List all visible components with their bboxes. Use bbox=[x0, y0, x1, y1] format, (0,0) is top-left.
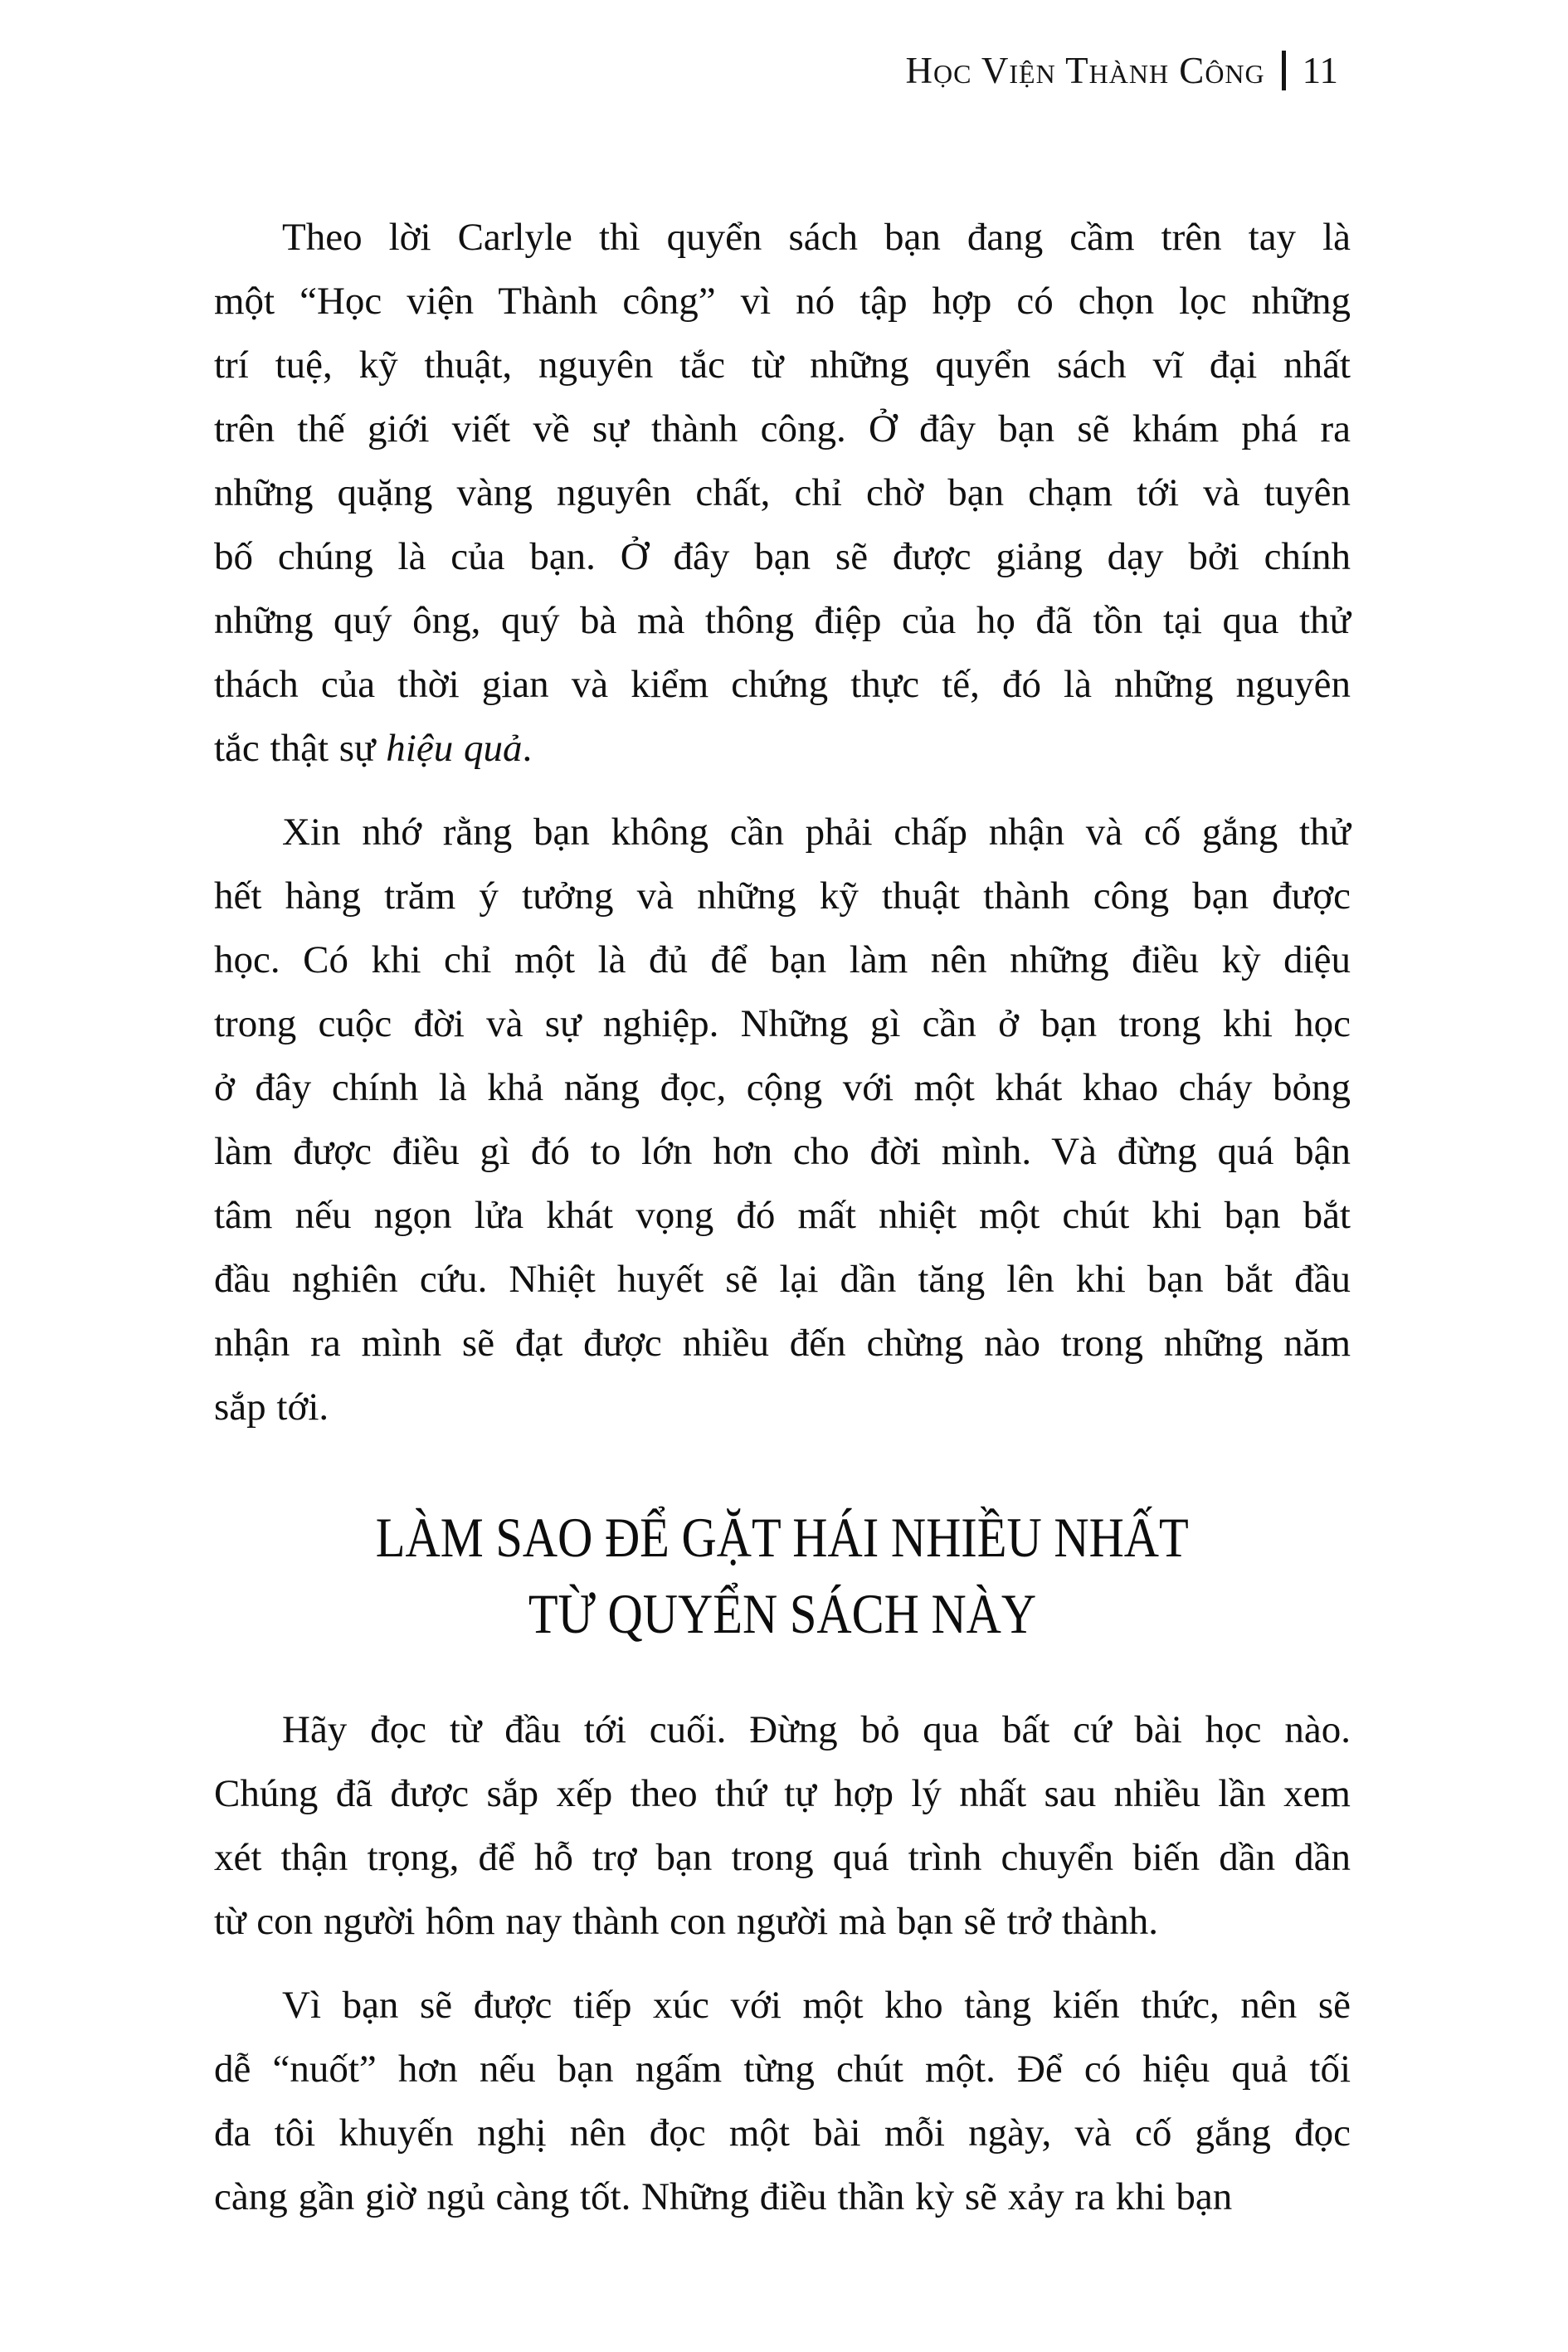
page-body bbox=[214, 206, 1351, 2249]
text-line: nhận ra mình sẽ đạt được nhiều đến chừng nào trong những năm bbox=[214, 1322, 1351, 1365]
text-line: một “Học viện Thành công” vì nó tập hợp có chọn lọc những bbox=[214, 280, 1351, 323]
text-line: sắp tới. bbox=[214, 1385, 329, 1429]
text-line: đầu nghiên cứu. Nhiệt huyết sẽ lại dần tăng lên khi bạn bắt đầu bbox=[214, 1258, 1351, 1301]
paragraph bbox=[214, 1698, 1351, 1954]
text-line: hết hàng trăm ý tưởng và những kỹ thuật thành công bạn được bbox=[214, 874, 1351, 918]
text-line: trí tuệ, kỹ thuật, nguyên tắc từ những quyển sách vĩ đại nhất bbox=[214, 343, 1351, 387]
text-line: dễ “nuốt” hơn nếu bạn ngấm từng chút một. Để có hiệu quả tối bbox=[214, 2048, 1351, 2091]
text-line: tắc thật sự hiệu quả. bbox=[214, 727, 533, 770]
section-heading bbox=[214, 1499, 1351, 1652]
text-line: trong cuộc đời và sự nghiệp. Những gì cần ở bạn trong khi học bbox=[214, 1002, 1351, 1045]
paragraph bbox=[214, 1974, 1351, 2229]
page-number: 11 bbox=[1302, 50, 1338, 91]
paragraph bbox=[214, 206, 1351, 781]
text-line: Chúng đã được sắp xếp theo thứ tự hợp lý nhất sau nhiều lần xem bbox=[214, 1772, 1351, 1815]
header-separator-bar bbox=[1282, 51, 1286, 90]
paragraph bbox=[214, 801, 1351, 1439]
running-header-title: Học Viện Thành Công bbox=[905, 50, 1265, 91]
body-paragraphs-top bbox=[214, 206, 1351, 1439]
text-line: Xin nhớ rằng bạn không cần phải chấp nhận và cố gắng thử bbox=[282, 811, 1351, 854]
body-paragraphs-bottom bbox=[214, 1698, 1351, 2229]
text-line: bố chúng là của bạn. Ở đây bạn sẽ được giảng dạy bởi chính bbox=[214, 535, 1351, 578]
text-line: xét thận trọng, để hỗ trợ bạn trong quá trình chuyển biến dần dần bbox=[214, 1836, 1351, 1879]
text-line: Theo lời Carlyle thì quyển sách bạn đang cầm trên tay là bbox=[282, 216, 1351, 259]
text-line: những quý ông, quý bà mà thông điệp của họ đã tồn tại qua thử bbox=[214, 599, 1351, 642]
text-line: ở đây chính là khả năng đọc, cộng với một khát khao cháy bỏng bbox=[214, 1066, 1351, 1109]
text-line: thách của thời gian và kiểm chứng thực tế, đó là những nguyên bbox=[214, 663, 1351, 706]
text-line: đa tôi khuyến nghị nên đọc một bài mỗi ngày, và cố gắng đọc bbox=[214, 2111, 1351, 2155]
text-line: tâm nếu ngọn lửa khát vọng đó mất nhiệt một chút khi bạn bắt bbox=[214, 1194, 1351, 1237]
text-line: càng gần giờ ngủ càng tốt. Những điều thần kỳ sẽ xảy ra khi bạn bbox=[214, 2175, 1233, 2218]
section-heading-line-1: LÀM SAO ĐỂ GẶT HÁI NHIỀU NHẤT bbox=[376, 1506, 1189, 1569]
text-line: từ con người hôm nay thành con người mà bạn sẽ trở thành. bbox=[214, 1900, 1159, 1943]
text-line: làm được điều gì đó to lớn hơn cho đời mình. Và đừng quá bận bbox=[214, 1130, 1351, 1173]
text-line: trên thế giới viết về sự thành công. Ở đây bạn sẽ khám phá ra bbox=[214, 407, 1351, 450]
text-line: những quặng vàng nguyên chất, chỉ chờ bạn chạm tới và tuyên bbox=[214, 471, 1351, 514]
italic-text: hiệu quả bbox=[386, 727, 523, 770]
running-header bbox=[906, 50, 1339, 91]
text-line: Vì bạn sẽ được tiếp xúc với một kho tàng kiến thức, nên sẽ bbox=[282, 1984, 1351, 2027]
text-line: Hãy đọc từ đầu tới cuối. Đừng bỏ qua bất cứ bài học nào. bbox=[282, 1708, 1351, 1751]
section-heading-line-2: TỪ QUYỂN SÁCH NÀY bbox=[528, 1582, 1037, 1645]
text-line: học. Có khi chỉ một là đủ để bạn làm nên những điều kỳ diệu bbox=[214, 938, 1351, 981]
